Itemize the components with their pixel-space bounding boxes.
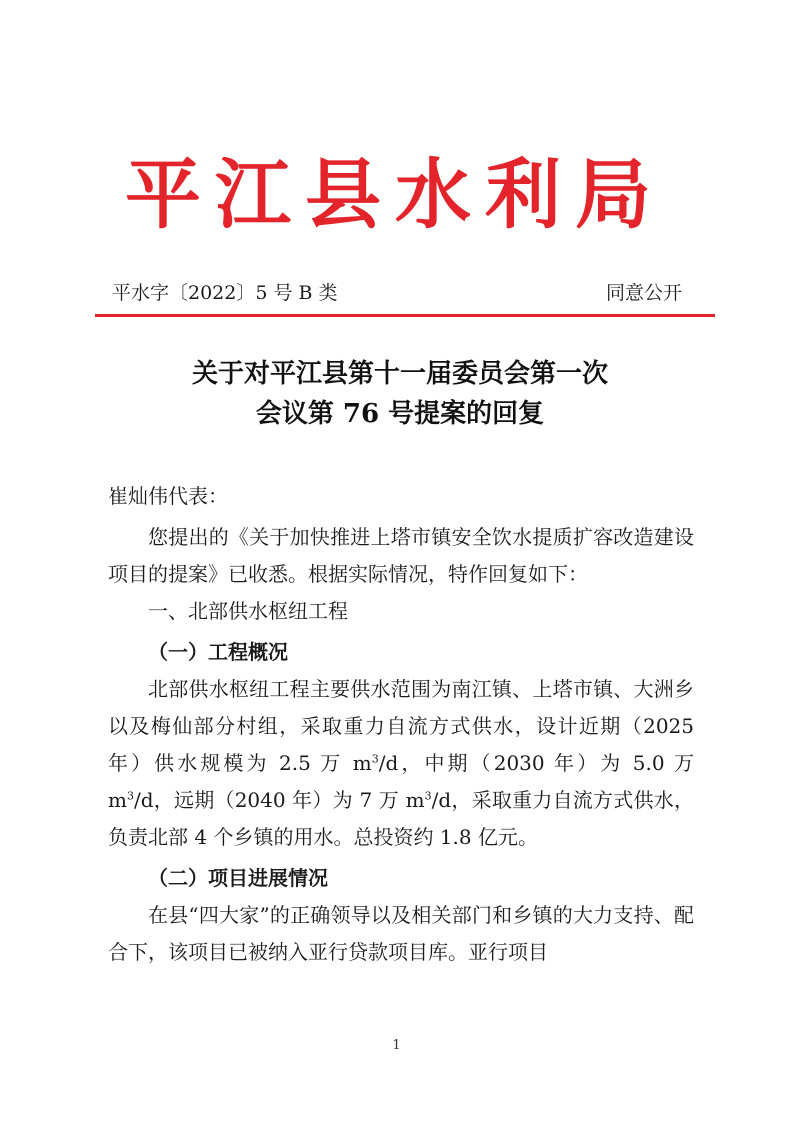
disclosure-status: 同意公开 [605,282,682,304]
superscript-cubic-3: 3 [424,789,432,803]
overview-text-part-3: /d，远期（2040 年）为 7 万 m [133,788,425,812]
red-divider-line [95,314,715,317]
document-number: 平水字〔2022〕5 号 B 类 [112,282,338,304]
overview-text-part-2: /d，中期（2030 年）为 5.0 万 m [108,751,694,812]
overview-text-part-1: 北部供水枢纽工程主要供水范围为南江镇、上塔市镇、大洲乡以及梅仙部分村组，采取重力自流方式供水，设计近期（2025 年）供水规模为 2.5 万 m [108,677,694,775]
title-line-1: 关于对平江县第十一届委员会第一次 [191,359,608,389]
agency-masthead: 平江县水利局 [125,150,665,239]
superscript-cubic-2: 3 [126,789,134,803]
salutation: 崔灿伟代表： [108,484,228,508]
superscript-cubic-1: 3 [371,752,379,766]
document-number-row [112,278,682,308]
title-line-2: 会议第 76 号提案的回复 [255,399,545,429]
document-body [108,478,694,971]
overview-text-part-4: /d，采取重力自流方式供水，负责北部 4 个乡镇的用水。总投资约 1.8 亿元。 [108,788,694,849]
section-heading-1: 一、北部供水枢纽工程 [148,599,348,623]
intro-paragraph: 您提出的《关于加快推进上塔市镇安全饮水提质扩容改造建设项目的提案》已收悉。根据实际情况，特作回复如下： [108,525,694,586]
subheading-progress: （二）项目进展情况 [148,866,328,890]
overview-paragraph [108,671,694,856]
subheading-overview: （一）工程概况 [148,640,288,664]
page-number: 1 [392,1038,401,1053]
document-title [80,354,720,434]
progress-paragraph: 在县“四大家”的正确领导以及相关部门和乡镇的大力支持、配合下，该项目已被纳入亚行贷款项目库。亚行项目 [108,903,694,964]
